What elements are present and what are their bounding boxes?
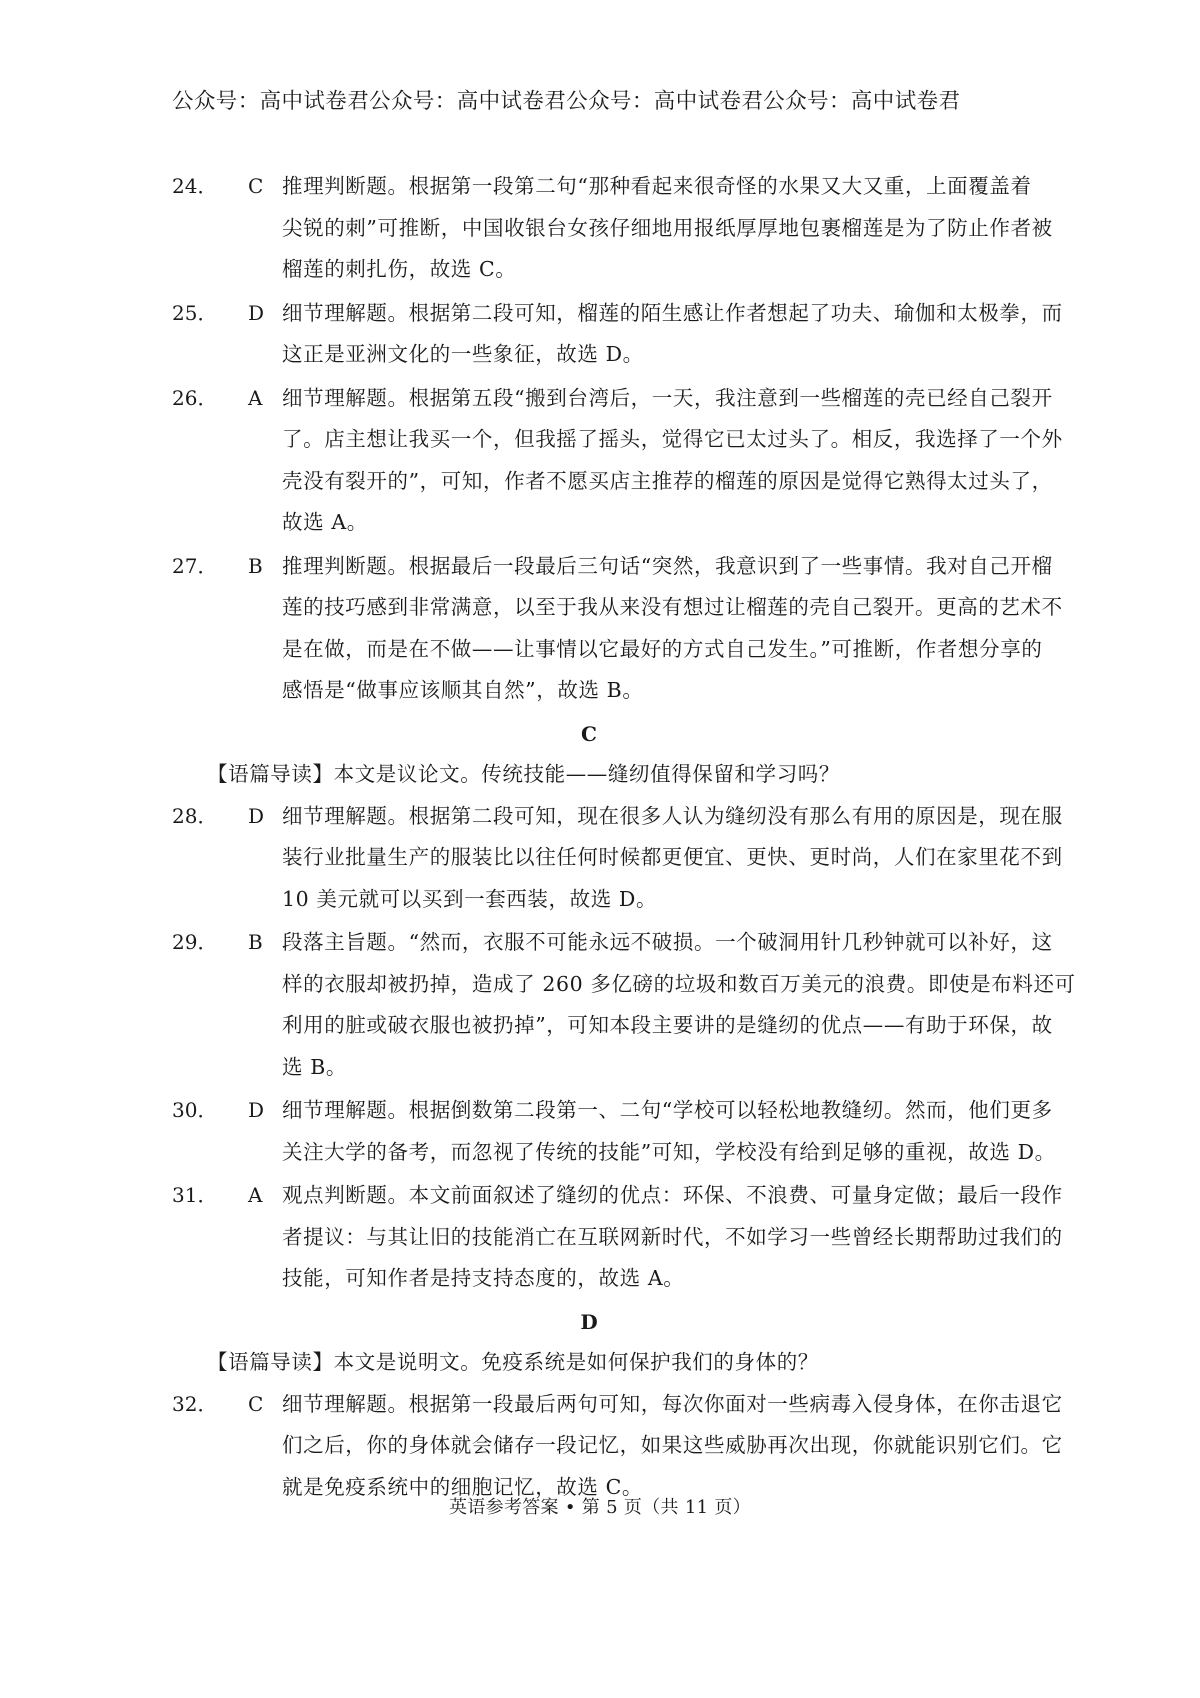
answer-letter: C: [248, 1391, 264, 1416]
explanation-line: 推理判断题。根据第一段第二句“那种看起来很奇怪的水果又大又重，上面覆盖着: [282, 174, 1032, 198]
answer-letter: D: [248, 803, 265, 828]
answer-letter: C: [248, 174, 264, 198]
watermark-header: 公众号：高中试卷君公众号：高中试卷君公众号：高中试卷君公众号：高中试卷君: [172, 89, 961, 114]
question-number: 27．: [172, 553, 218, 578]
passage-guide-d: 【语篇导读】本文是说明文。免疫系统是如何保护我们的身体的？: [207, 1349, 819, 1374]
explanation-line: 段落主旨题。“然而，衣服不可能永远不破损。一个破洞用针几秒钟就可以补好，这: [282, 930, 1053, 954]
answer-item-29: [172, 922, 1076, 1088]
explanation: [282, 546, 1063, 712]
explanation: [282, 293, 1063, 376]
answer-item-24: [172, 166, 1053, 291]
question-number: 32．: [172, 1391, 218, 1416]
explanation-line: 细节理解题。根据第二段可知，现在很多人认为缝纫没有那么有用的原因是，现在服: [282, 803, 1063, 828]
answer-letter: D: [248, 1098, 265, 1122]
page-content: [172, 166, 1076, 1510]
answer-letter: A: [248, 385, 263, 410]
explanation-line: 莲的技巧感到非常满意，以至于我从来没有想过让榴莲的壳自己裂开。更高的艺术不: [282, 595, 1063, 619]
question-number: 28．: [172, 803, 218, 828]
section-heading-c: C: [581, 721, 597, 746]
explanation-line: 是在做，而是在不做——让事情以它最好的方式自己发生。”可推断，作者想分享的: [282, 636, 1043, 661]
explanation-line: 者提议：与其让旧的技能消亡在互联网新时代，不如学习一些曾经长期帮助过我们的: [282, 1224, 1063, 1249]
answer-letter: B: [248, 930, 263, 954]
explanation-line: 细节理解题。根据第五段“搬到台湾后，一天，我注意到一些榴莲的壳已经自己裂开: [282, 385, 1053, 410]
explanation-line: 就是免疫系统中的细胞记忆，故选 C。: [282, 1474, 644, 1499]
answer-item-27: [172, 546, 1063, 712]
explanation-line: 观点判断题。本文前面叙述了缝纫的优点：环保、不浪费、可量身定做；最后一段作: [282, 1183, 1063, 1207]
explanation-line: 选 B。: [282, 1054, 347, 1079]
explanation: [282, 1090, 1056, 1173]
explanation-line: 了。店主想让我买一个，但我摇了摇头，觉得它已太过头了。相反，我选择了一个外: [282, 427, 1063, 451]
explanation-line: 感悟是“做事应该顺其自然”，故选 B。: [282, 678, 644, 702]
explanation: [282, 166, 1053, 291]
explanation-line: 故选 A。: [282, 510, 368, 534]
explanation-line: 关注大学的备考，而忽视了传统的技能”可知，学校没有给到足够的重视，故选 D。: [282, 1139, 1056, 1164]
question-number: 24．: [172, 174, 218, 198]
question-number: 29．: [172, 930, 218, 954]
explanation: [282, 1175, 1063, 1300]
explanation-line: 们之后，你的身体就会储存一段记忆，如果这些威胁再次出现，你就能识别它们。它: [282, 1433, 1063, 1457]
explanation-line: 榴莲的刺扎伤，故选 C。: [282, 257, 517, 281]
question-number: 31．: [172, 1183, 218, 1207]
explanation-line: 推理判断题。根据最后一段最后三句话“突然，我意识到了一些事情。我对自己开榴: [282, 553, 1053, 578]
explanation-line: 利用的脏或破衣服也被扔掉”，可知本段主要讲的是缝纫的优点——有助于环保，故: [282, 1013, 1053, 1037]
explanation-line: 技能，可知作者是持支持态度的，故选 A。: [282, 1266, 685, 1290]
explanation-line: 10 美元就可以买到一套西装，故选 D。: [282, 886, 658, 911]
answer-item-25: [172, 293, 1063, 376]
answer-item-30: [172, 1090, 1056, 1173]
answer-letter: D: [248, 300, 265, 325]
explanation-line: 细节理解题。根据第一段最后两句可知，每次你面对一些病毒入侵身体，在你击退它: [282, 1391, 1063, 1416]
explanation: [282, 796, 1063, 921]
answer-letter: B: [248, 553, 263, 578]
explanation: [282, 1384, 1063, 1509]
answer-item-26: [172, 378, 1063, 544]
explanation-line: 尖锐的刺”可推断，中国收银台女孩仔细地用报纸厚厚地包裹榴莲是为了防止作者被: [282, 215, 1053, 240]
explanation-line: 样的衣服却被扔掉，造成了 260 多亿磅的垃圾和数百万美元的浪费。即使是布料还可: [282, 971, 1076, 996]
explanation-line: 细节理解题。根据第二段可知，榴莲的陌生感让作者想起了功夫、瑜伽和太极拳，而: [282, 300, 1063, 325]
page-footer: 英语参考答案 • 第 5 页（共 11 页）: [449, 1497, 751, 1518]
explanation: [282, 378, 1063, 544]
question-number: 26．: [172, 385, 218, 410]
question-number: 25．: [172, 300, 218, 325]
answer-item-28: [172, 796, 1063, 921]
answer-letter: A: [248, 1183, 263, 1207]
section-heading-d: D: [580, 1309, 598, 1334]
explanation: [282, 922, 1076, 1088]
answer-item-32: [172, 1384, 1063, 1509]
explanation-line: 细节理解题。根据倒数第二段第一、二句“学校可以轻松地教缝纫。然而，他们更多: [282, 1098, 1053, 1122]
question-number: 30．: [172, 1098, 218, 1122]
answer-item-31: [172, 1175, 1063, 1300]
passage-guide-c: 【语篇导读】本文是议论文。传统技能——缝纫值得保留和学习吗？: [207, 761, 840, 786]
explanation-line: 这正是亚洲文化的一些象征，故选 D。: [282, 342, 644, 366]
explanation-line: 装行业批量生产的服装比以往任何时候都更便宜、更快、更时尚，人们在家里花不到: [282, 845, 1063, 869]
explanation-line: 壳没有裂开的”，可知，作者不愿买店主推荐的榴莲的原因是觉得它熟得太过头了，: [282, 468, 1053, 493]
